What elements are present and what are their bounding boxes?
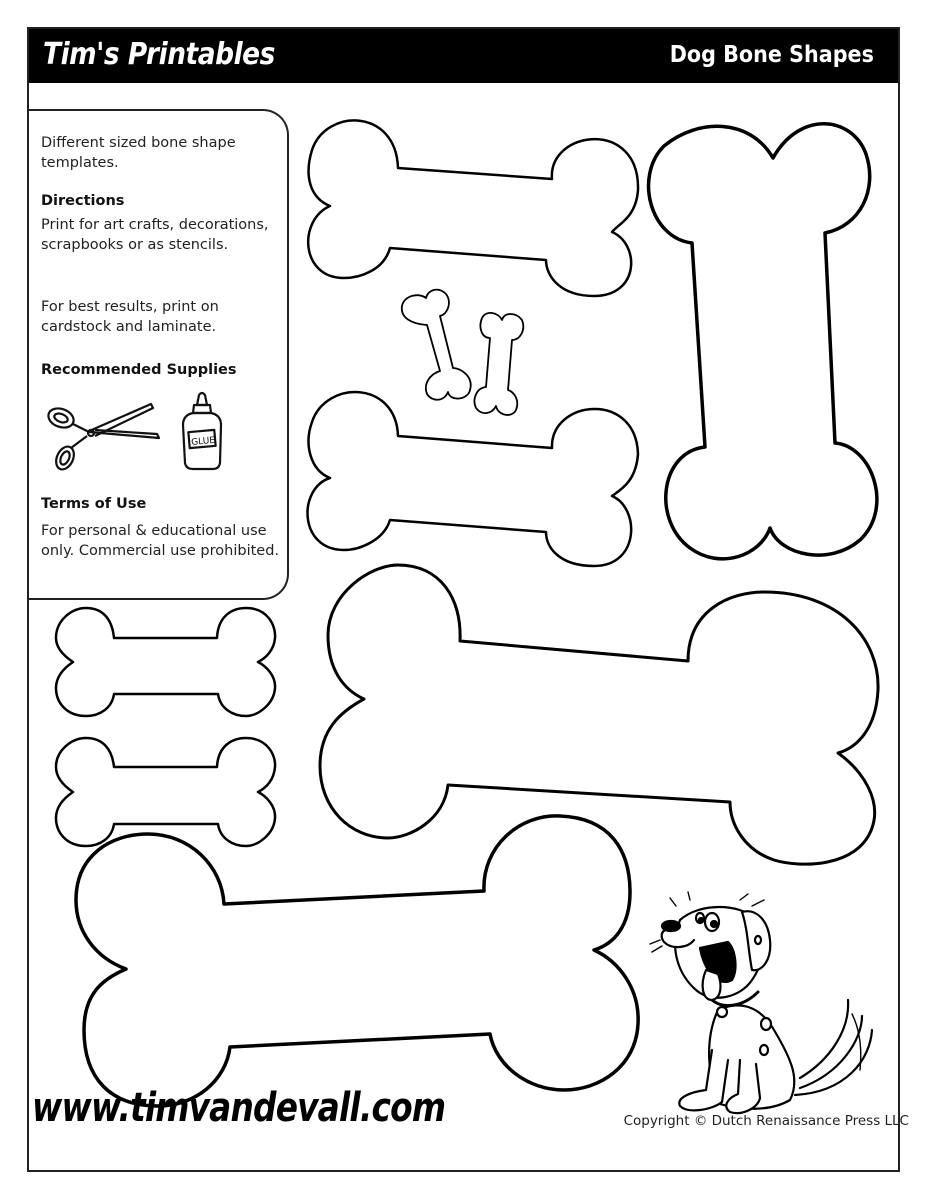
directions-heading: Directions (41, 193, 125, 209)
copyright-notice: Copyright © Dutch Renaissance Press LLC (623, 1113, 909, 1129)
best-results-text: For best results, print on cardstock and laminate. (41, 299, 219, 335)
directions-text: Print for art crafts, decorations, scrapbooks or as stencils. (41, 217, 269, 253)
bone-shape-3 (649, 124, 877, 559)
bone-shape-2 (308, 392, 638, 566)
bone-shape-1 (308, 120, 638, 296)
bone-shape-5 (474, 313, 523, 415)
svg-text:GLUE: GLUE (190, 435, 216, 448)
terms-text: For personal & educational use only. Commercial use prohibited. (41, 523, 280, 559)
terms-heading: Terms of Use (41, 496, 147, 512)
bone-shape-9 (76, 816, 638, 1106)
description-text: Different sized bone shape templates. (41, 135, 236, 171)
bone-shape-6 (56, 608, 275, 716)
bone-shape-4 (402, 290, 471, 400)
bone-shape-8 (320, 565, 878, 864)
bone-shape-7 (56, 738, 275, 846)
brand-logo: Tim's Printables (43, 37, 275, 72)
supplies-heading: Recommended Supplies (41, 362, 237, 378)
cartoon-dog-illustration (650, 892, 872, 1113)
page-title: Dog Bone Shapes (669, 42, 874, 68)
website-url[interactable]: www.timvandevall.com (32, 1085, 446, 1131)
